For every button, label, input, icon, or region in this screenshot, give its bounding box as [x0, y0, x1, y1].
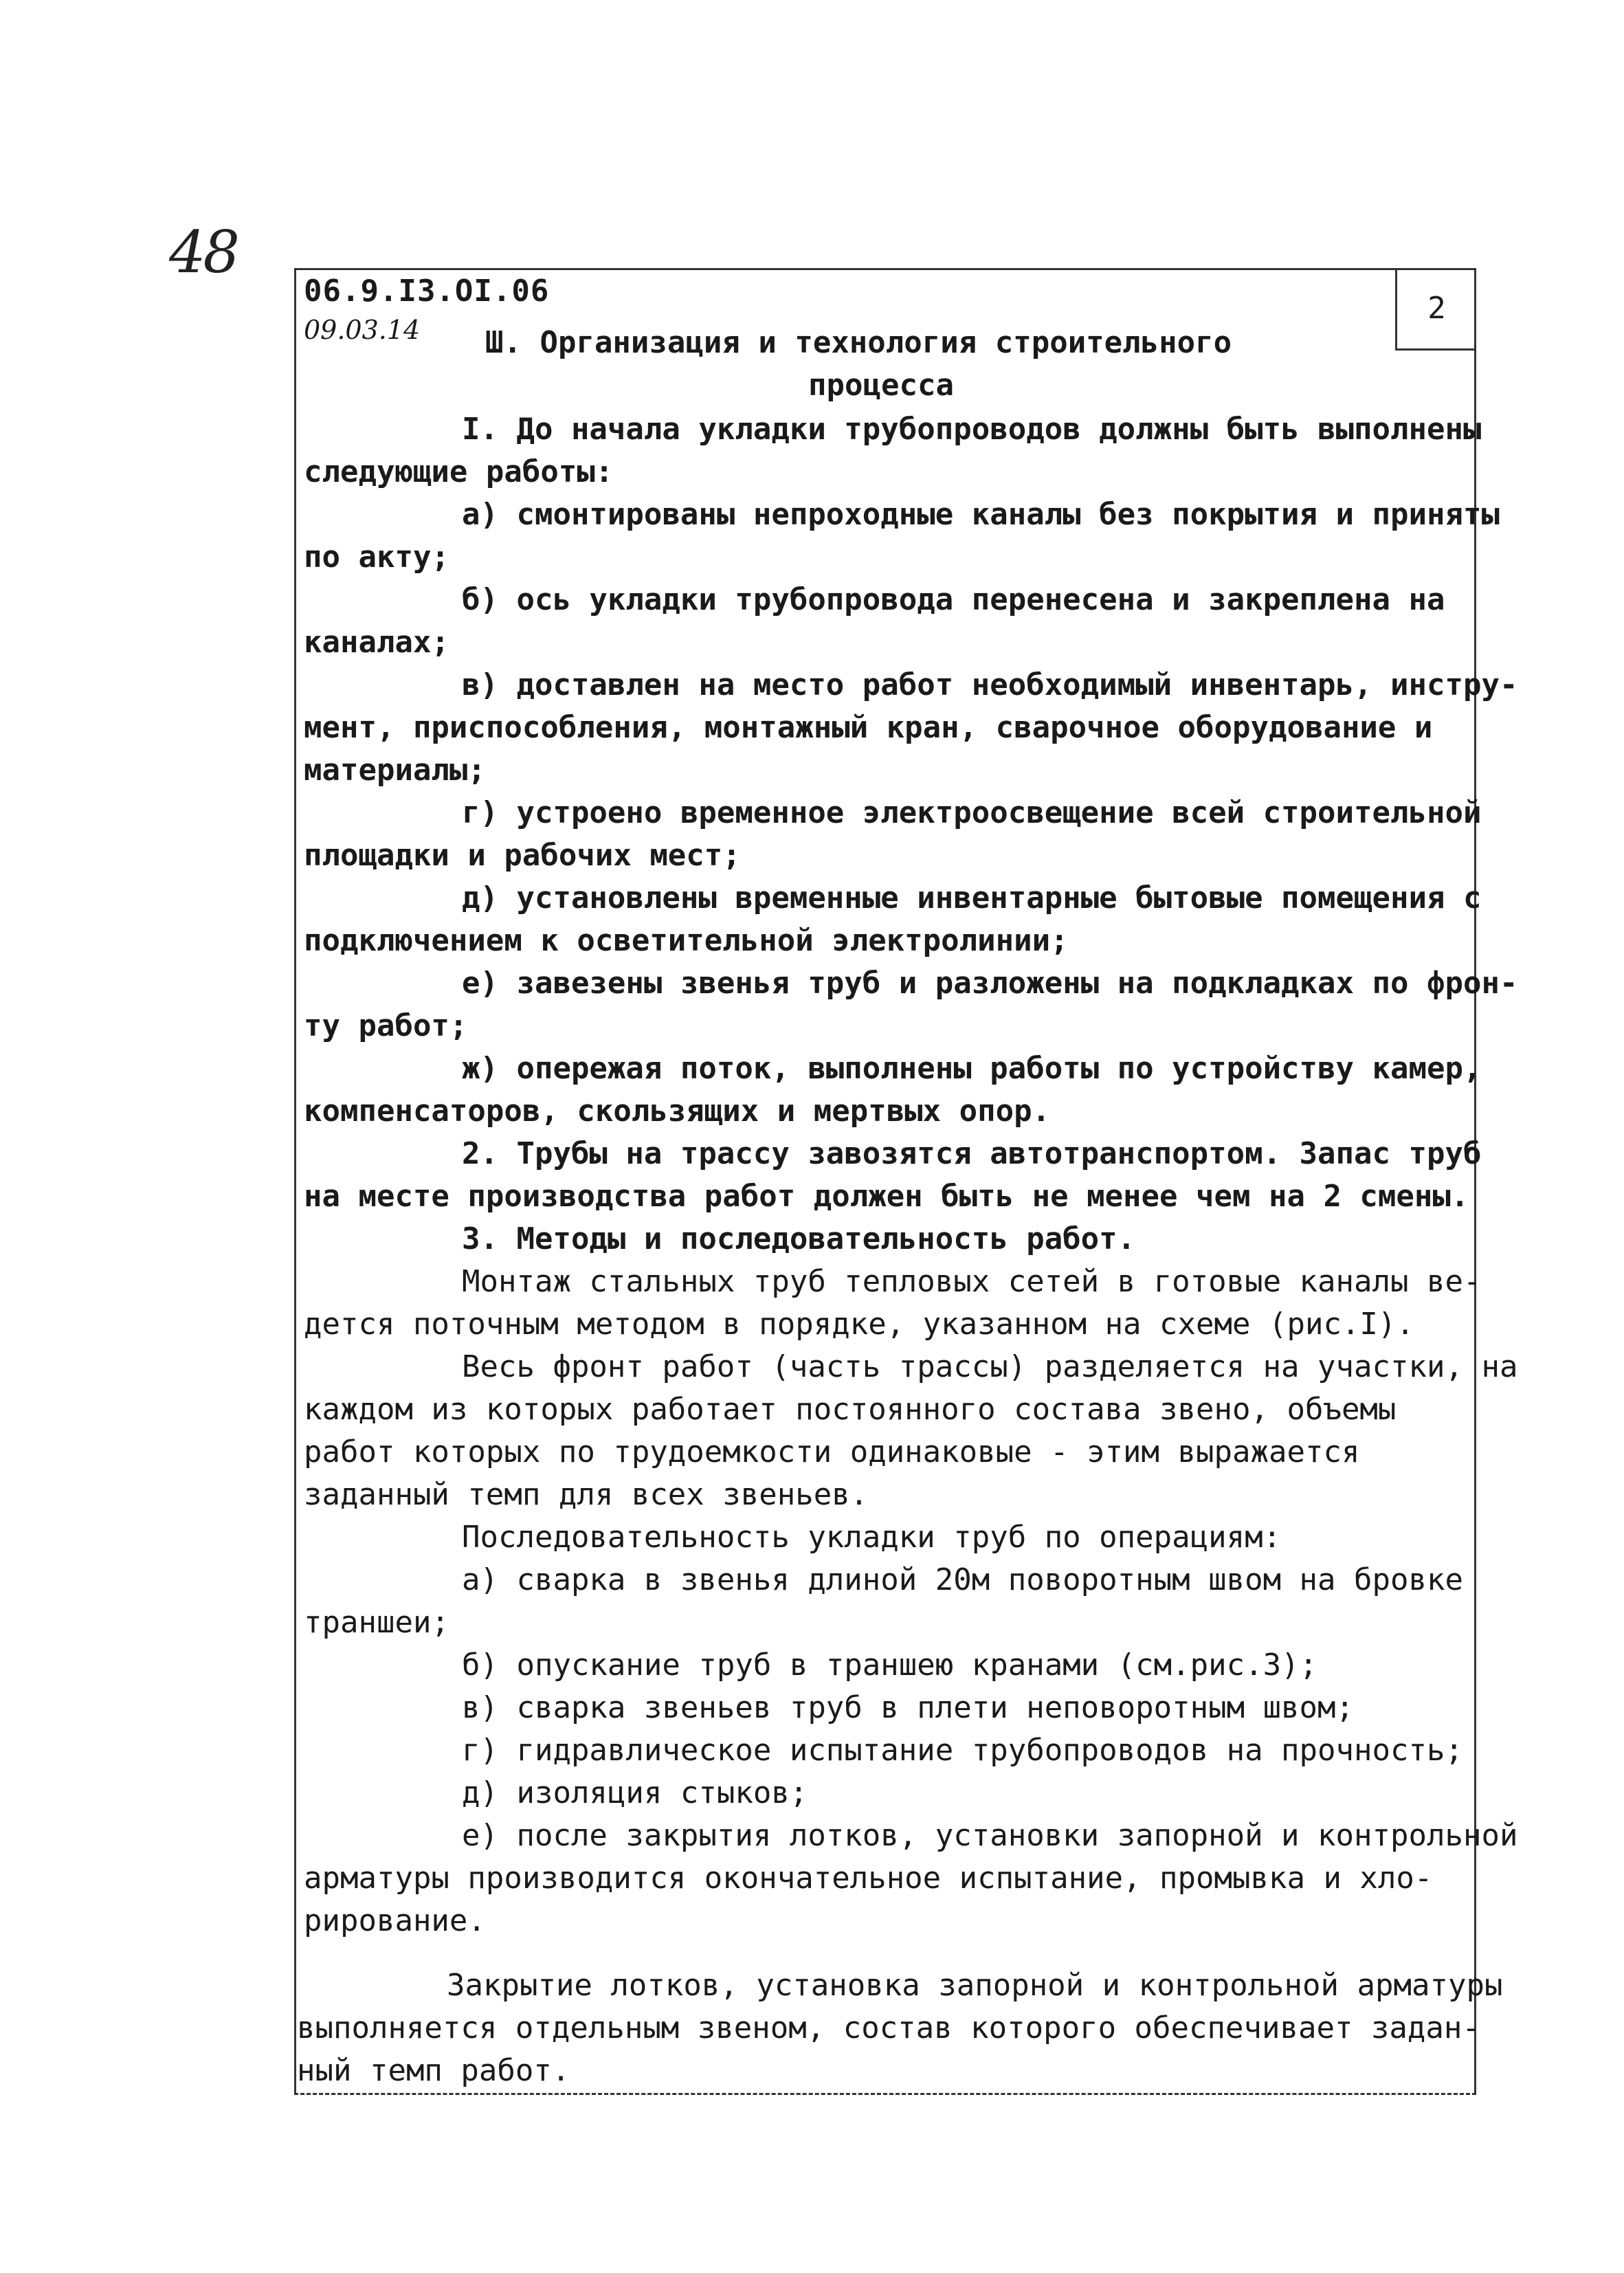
list-item-e: е) завезены звенья труб и разложены на подкладках по фрон- [462, 966, 1518, 1001]
list-item-g: г) устроено временное электроосвещение всей строительной [462, 795, 1482, 830]
document-code: 06.9.I3.OI.06 [304, 274, 550, 309]
list-item-d: д) установлены временные инвентарные бытовые помещения с [462, 880, 1482, 916]
paragraph-line: работ которых по трудоемкости одинаковые - этим выражается [304, 1434, 1360, 1470]
paragraph-line: каналах; [304, 625, 449, 660]
section-title: Ш. Организация и технология строительного [485, 325, 1232, 360]
paragraph-line: по акту; [304, 540, 449, 575]
list-item-a: а) смонтированы непроходные каналы без покрытия и приняты [462, 497, 1500, 532]
paragraph-line: Весь фронт работ (часть трассы) разделяется на участки, на [462, 1349, 1518, 1384]
list-item-b: б) ось укладки трубопровода перенесена и закреплена на [462, 582, 1445, 617]
paragraph-line: ный темп работ. [297, 2053, 570, 2088]
paragraph-line: траншеи; [304, 1605, 449, 1640]
paragraph-line: на месте производства работ должен быть не менее чем на 2 смены. [304, 1179, 1469, 1214]
final-paragraph: Закрытие лотков, установка запорной и контрольной арматуры [447, 1968, 1503, 2003]
paragraph-line: рирование. [304, 1903, 486, 1938]
section-title-continued: процесса [808, 368, 954, 403]
paragraph-line: мент, приспособления, монтажный кран, сварочное оборудование и [304, 710, 1433, 745]
paragraph-line: выполняется отдельным звеном, состав которого обеспечивает задан- [297, 2010, 1480, 2045]
paragraph-line: I. До начала укладки трубопроводов должны быть выполнены [462, 412, 1482, 447]
list-item-v: в) доставлен на место работ необходимый инвентарь, инстру- [462, 667, 1518, 702]
operations-heading: Последовательность укладки труб по операциям: [462, 1520, 1282, 1555]
paragraph-line: дется поточным методом в порядке, указанном на схеме (рис.I). [304, 1307, 1414, 1342]
paragraph-line: подключением к осветительной электролинии; [304, 923, 1069, 958]
operation-b: б) опускание труб в траншею кранами (см.рис.3); [462, 1648, 1318, 1683]
paragraph-3-heading: 3. Методы и последовательность работ. [462, 1221, 1136, 1256]
paragraph-line: материалы; [304, 753, 486, 788]
paragraph-line: заданный темп для всех звеньев. [304, 1477, 869, 1512]
paragraph-2: 2. Трубы на трассу завозятся автотранспортом. Запас труб [462, 1136, 1482, 1171]
operation-v: в) сварка звеньев труб в плети неповоротным швом; [462, 1690, 1355, 1725]
paragraph-line: площадки и рабочих мест; [304, 838, 741, 873]
page-number-box: 2 [1395, 268, 1476, 351]
operation-e: е) после закрытия лотков, установки запорной и контрольной [462, 1818, 1518, 1853]
paragraph-line: следующие работы: [304, 454, 614, 489]
sheet-number: 48 [169, 219, 237, 286]
paragraph-line: компенсаторов, скользящих и мертвых опор. [304, 1094, 1051, 1129]
document-date: 09.03.14 [304, 315, 421, 345]
paragraph-line: каждом из которых работает постоянного состава звено, объемы [304, 1392, 1397, 1427]
list-item-zh: ж) опережая поток, выполнены работы по устройству камер, [462, 1051, 1482, 1086]
paragraph-line: Монтаж стальных труб тепловых сетей в готовые каналы ве- [462, 1264, 1482, 1299]
operation-a: а) сварка в звенья длиной 20м поворотным швом на бровке [462, 1562, 1463, 1597]
operation-g: г) гидравлическое испытание трубопроводов на прочность; [462, 1733, 1463, 1768]
paragraph-line: арматуры производится окончательное испытание, промывка и хло- [304, 1861, 1433, 1896]
operation-d: д) изоляция стыков; [462, 1775, 808, 1810]
paragraph-line: ту работ; [304, 1008, 468, 1043]
